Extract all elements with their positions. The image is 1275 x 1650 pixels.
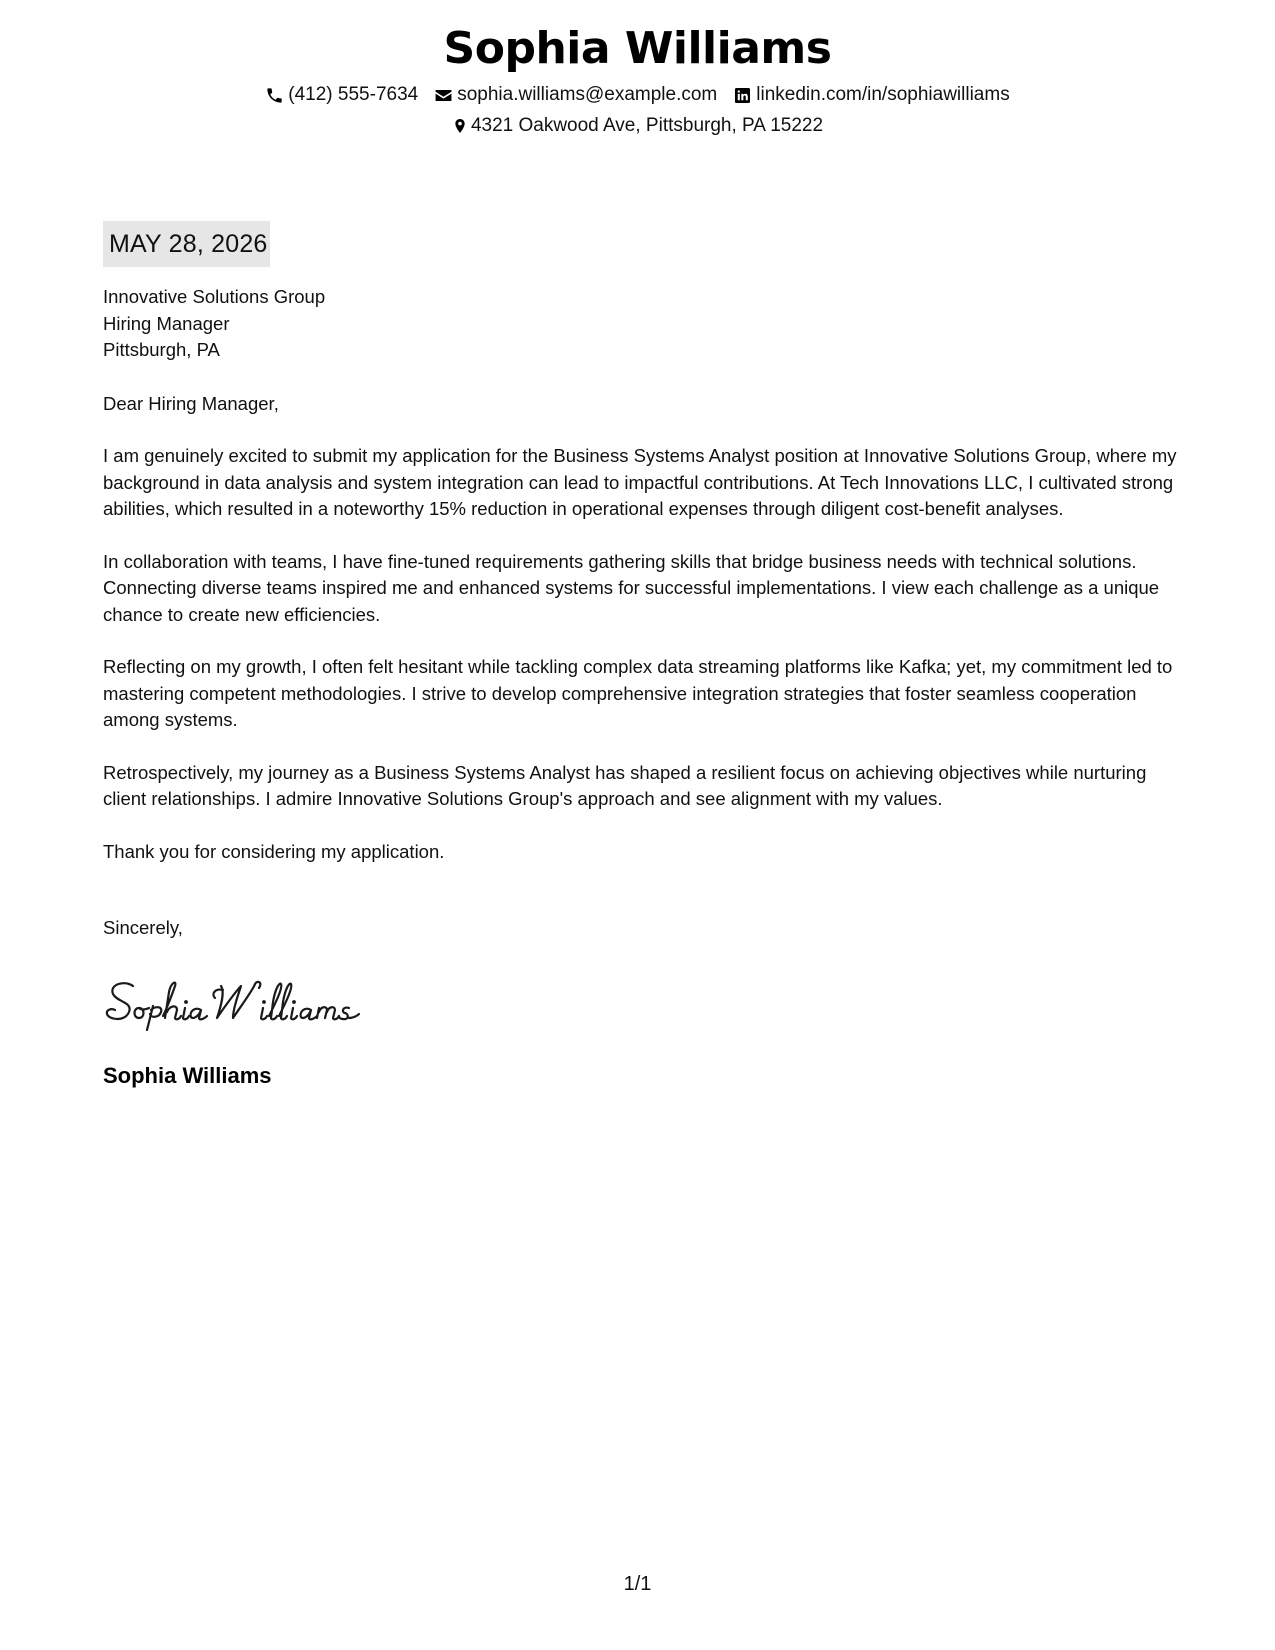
body-paragraph: In collaboration with teams, I have fine-tuned requirements gathering skills that bridge business needs with technical solutions. Connecting diverse teams inspired me and enhanced systems for successful implementations. I view each challenge as a unique chance to create new efficiencies. [103,550,1160,625]
address-row [0,111,1275,141]
contact-address [452,111,823,141]
map-pin-icon [452,116,468,136]
linkedin-link[interactable]: linkedin.com/in/sophiawilliams [756,84,1010,105]
signer-name: Sophia Williams [103,1063,272,1088]
closing-line: Sincerely, [103,917,183,938]
linkedin-icon [733,86,752,105]
applicant-name: Sophia Williams [443,23,832,74]
contact-row [0,80,1275,110]
phone-icon [265,86,284,105]
contact-email[interactable] [434,80,717,110]
page-number: 1/1 [623,1573,652,1595]
body-paragraph: Retrospectively, my journey as a Business Systems Analyst has shaped a resilient focus on achieving objectives while nurturing client relationships. I admire Innovative Solutions Group's approach and see alignment with my values. [103,761,1147,809]
recipient-title: Hiring Manager [103,312,230,334]
email-link[interactable]: sophia.williams@example.com [457,84,718,105]
salutation: Dear Hiring Manager, [103,392,279,414]
handwritten-signature [103,972,373,1032]
body-paragraph: Reflecting on my growth, I often felt hesitant while tackling complex data streaming platforms like Kafka; yet, my commitment led to mastering competent methodologies. I strive to develop comprehensive integration strategies that foster seamless cooperation among systems. [103,656,1173,730]
letter-header [0,18,1275,141]
recipient-company: Innovative Solutions Group [103,286,326,307]
envelope-icon [434,86,453,105]
recipient-block [103,284,1178,364]
thanks-line: Thank you for considering my application. [103,840,445,862]
letter-date: MAY 28, 2026 [103,221,270,267]
address-text: 4321 Oakwood Ave, Pittsburgh, PA 15222 [470,115,824,136]
contact-linkedin[interactable] [733,80,1009,110]
letter-body [103,221,1178,1091]
phone-text: (412) 555-7634 [288,84,419,105]
body-paragraph: I am genuinely excited to submit my application for the Business Systems Analyst position at Innovative Solutions Group, where my background in data analysis and system integration can lead to impactful contributions. At Tech Innovations LLC, I cultivated strong abilities, which resulted in a noteworthy 15% reduction in operational expenses through diligent cost-benefit analyses. [103,445,1177,519]
recipient-location: Pittsburgh, PA [103,339,220,360]
contact-phone [265,80,418,110]
